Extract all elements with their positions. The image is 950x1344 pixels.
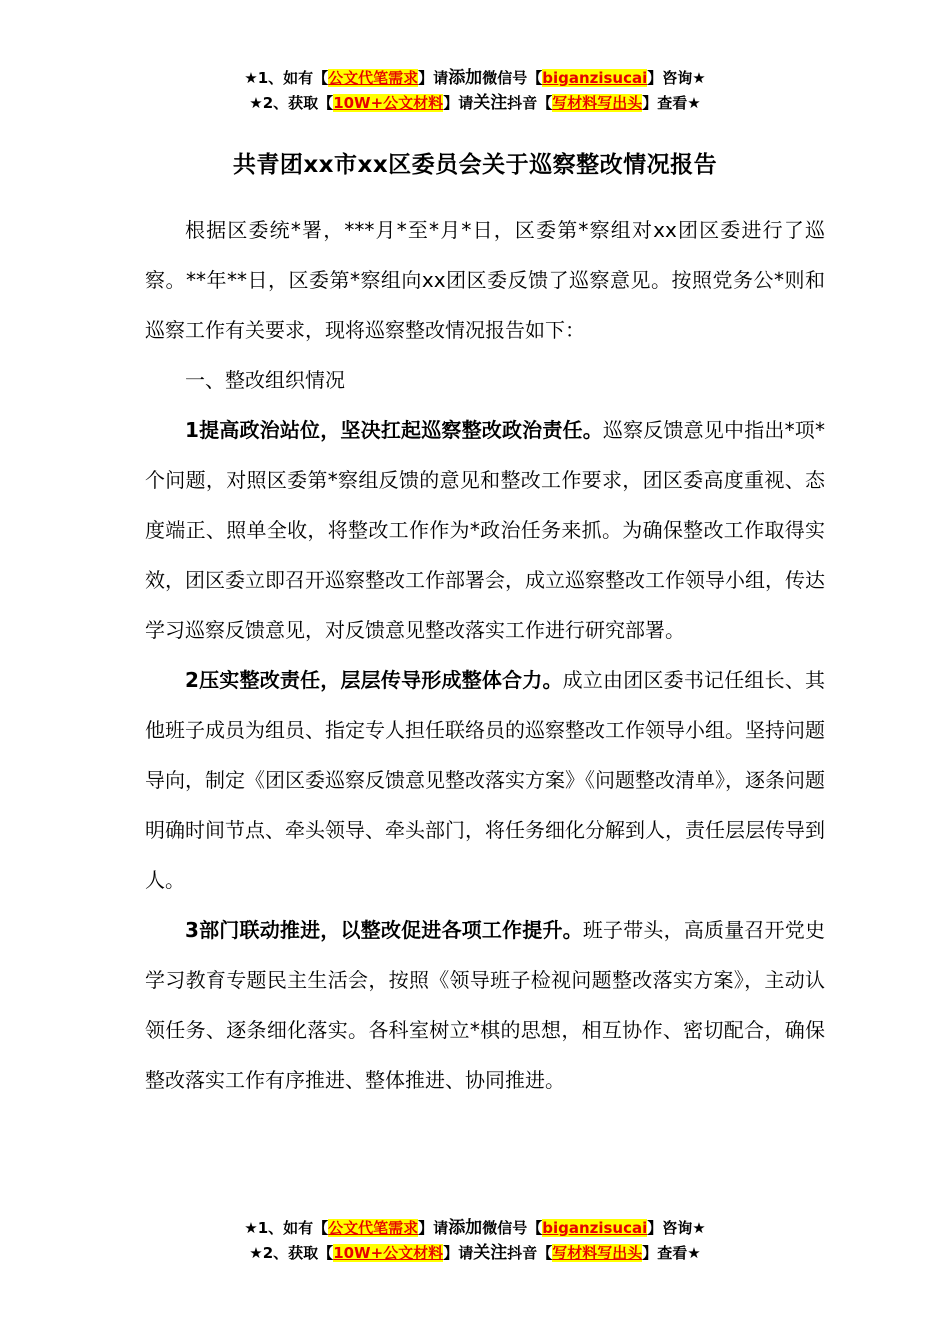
highlight-materials: 10W+公文材料: [333, 1244, 444, 1262]
paragraph-3-lead: 3部门联动推进，以整改促进各项工作提升。: [185, 918, 583, 942]
highlight-materials: 10W+公文材料: [333, 94, 444, 112]
highlight-douyin: 写材料写出头: [552, 1244, 643, 1262]
document-body: [145, 205, 825, 1105]
banner-line-2: ★2、获取【10W+公文材料】请关注抖音【写材料写出头】查看★: [249, 1243, 701, 1263]
section-heading: 一、整改组织情况: [185, 368, 345, 392]
banner-line-2: ★2、获取【10W+公文材料】请关注抖音【写材料写出头】查看★: [249, 93, 701, 113]
highlight-wechat-id: biganzisucai: [542, 1219, 648, 1237]
highlight-service: 公文代笔需求: [328, 1219, 419, 1237]
paragraph-3: 3部门联动推进，以整改促进各项工作提升。班子带头，高质量召开党史学习教育专题民主生活会，按照《领导班子检视问题整改落实方案》，主动认领任务、逐条细化落实。各科室树立*棋的思想，相互协作、密切配合，确保整改落实工作有序推进、整体推进、协同推进。: [145, 918, 826, 1092]
banner-line-1: ★1、如有【公文代笔需求】请添加微信号【biganzisucai】咨询★: [244, 68, 706, 88]
footer-banner: [0, 1216, 950, 1266]
highlight-service: 公文代笔需求: [328, 69, 419, 87]
paragraph-2-lead: 2压实整改责任，层层传导形成整体合力。: [185, 668, 563, 692]
highlight-douyin: 写材料写出头: [552, 94, 643, 112]
paragraph-1: 1提高政治站位，坚决扛起巡察整改政治责任。巡察反馈意见中指出*项*个问题，对照区委第*察组反馈的意见和整改工作要求，团区委高度重视、态度端正、照单全收，将整改工作作为*政治任务来抓。为确保整改工作取得实效，团区委立即召开巡察整改工作部署会，成立巡察整改工作领导小组，传达学习巡察反馈意见，对反馈意见整改落实工作进行研究部署。: [145, 418, 825, 642]
paragraph-2: 2压实整改责任，层层传导形成整体合力。成立由团区委书记任组长、其他班子成员为组员、指定专人担任联络员的巡察整改工作领导小组。坚持问题导向，制定《团区委巡察反馈意见整改落实方案》《问题整改清单》，逐条问题明确时间节点、牵头领导、牵头部门，将任务细化分解到人，责任层层传导到人。: [145, 668, 826, 892]
header-banner: [0, 66, 950, 116]
banner-line-1: ★1、如有【公文代笔需求】请添加微信号【biganzisucai】咨询★: [244, 1218, 706, 1238]
paragraph-intro: 根据区委统*署，***月*至*月*日，区委第*察组对xx团区委进行了巡察。**年**日，区委第*察组向xx团区委反馈了巡察意见。按照党务公*则和巡察工作有关要求，现将巡察整改情况报告如下：: [145, 218, 825, 342]
document-title: 共青团xx市xx区委员会关于巡察整改情况报告: [232, 152, 718, 178]
paragraph-1-lead: 1提高政治站位，坚决扛起巡察整改政治责任。: [185, 418, 603, 442]
highlight-wechat-id: biganzisucai: [542, 69, 648, 87]
